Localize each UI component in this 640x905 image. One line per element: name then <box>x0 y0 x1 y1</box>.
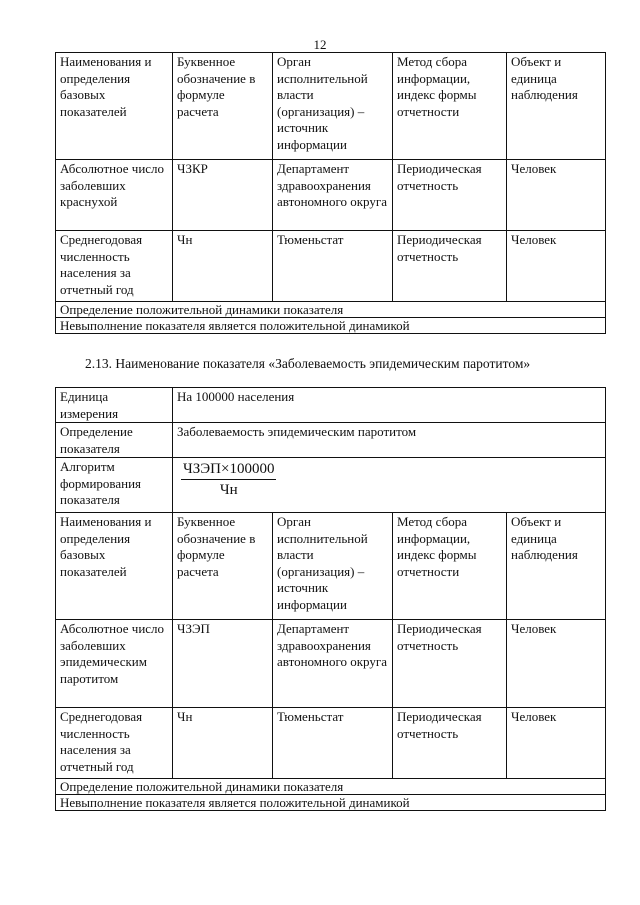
section-title: 2.13. Наименование показателя «Заболеваемость эпидемическим паротитом» <box>85 356 531 371</box>
table-row <box>56 620 606 708</box>
positive-dynamics-text: Невыполнение показателя является положительной динамикой <box>56 318 606 334</box>
unit-value: На 100000 населения <box>173 388 606 423</box>
cell-letter: ЧЗЭП <box>173 620 273 708</box>
positive-dynamics-definition: Определение положительной динамики показателя <box>56 302 606 318</box>
cell-name: Среднегодовая численность населения за отчетный год <box>56 708 173 779</box>
cell-object: Человек <box>507 708 606 779</box>
table-header-row <box>56 513 606 620</box>
indicator-table-mumps <box>55 387 606 811</box>
cell-letter: Чн <box>173 708 273 779</box>
formula-denominator: Чн <box>219 481 238 498</box>
positive-dynamics-text-row <box>56 318 606 334</box>
formula-numerator: ЧЗЭП×100000 <box>181 461 276 480</box>
cell-name: Среднегодовая численность населения за отчетный год <box>56 231 173 302</box>
cell-name: Абсолютное число заболевших эпидемическим паротитом <box>56 620 173 708</box>
cell-organ: Тюменьстат <box>273 708 393 779</box>
unit-row <box>56 388 606 423</box>
header-organ: Орган исполнительной власти (организация) – источник информации <box>273 513 393 620</box>
positive-dynamics-text: Невыполнение показателя является положительной динамикой <box>56 795 606 811</box>
positive-dynamics-definition-row <box>56 779 606 795</box>
header-method: Метод сбора информации, индекс формы отчетности <box>393 53 507 160</box>
base-indicators-table-rubella <box>55 52 606 334</box>
header-organ: Орган исполнительной власти (организация) – источник информации <box>273 53 393 160</box>
header-method: Метод сбора информации, индекс формы отчетности <box>393 513 507 620</box>
algorithm-formula <box>173 458 606 513</box>
header-letter: Буквенное обозначение в формуле расчета <box>173 53 273 160</box>
header-object: Объект и единица наблюдения <box>507 513 606 620</box>
cell-organ: Тюменьстат <box>273 231 393 302</box>
cell-object: Человек <box>507 620 606 708</box>
cell-name: Абсолютное число заболевших краснухой <box>56 160 173 231</box>
definition-value: Заболеваемость эпидемическим паротитом <box>173 423 606 458</box>
formula-fraction <box>181 461 276 498</box>
algorithm-row <box>56 458 606 513</box>
header-name: Наименования и определения базовых показателей <box>56 513 173 620</box>
algorithm-label: Алгоритм формирования показателя <box>56 458 173 513</box>
cell-organ: Департамент здравоохранения автономного округа <box>273 160 393 231</box>
cell-letter: Чн <box>173 231 273 302</box>
page-number: 12 <box>313 37 327 52</box>
definition-row <box>56 423 606 458</box>
table-row <box>56 231 606 302</box>
definition-label: Определение показателя <box>56 423 173 458</box>
cell-letter: ЧЗКР <box>173 160 273 231</box>
cell-method: Периодическая отчетность <box>393 708 507 779</box>
cell-organ: Департамент здравоохранения автономного округа <box>273 620 393 708</box>
table-header-row <box>56 53 606 160</box>
header-object: Объект и единица наблюдения <box>507 53 606 160</box>
unit-label: Единица измерения <box>56 388 173 423</box>
header-name: Наименования и определения базовых показателей <box>56 53 173 160</box>
cell-object: Человек <box>507 231 606 302</box>
cell-method: Периодическая отчетность <box>393 160 507 231</box>
table-row <box>56 708 606 779</box>
table-row <box>56 160 606 231</box>
positive-dynamics-definition: Определение положительной динамики показателя <box>56 779 606 795</box>
cell-method: Периодическая отчетность <box>393 620 507 708</box>
header-letter: Буквенное обозначение в формуле расчета <box>173 513 273 620</box>
cell-method: Периодическая отчетность <box>393 231 507 302</box>
positive-dynamics-definition-row <box>56 302 606 318</box>
positive-dynamics-text-row <box>56 795 606 811</box>
cell-object: Человек <box>507 160 606 231</box>
